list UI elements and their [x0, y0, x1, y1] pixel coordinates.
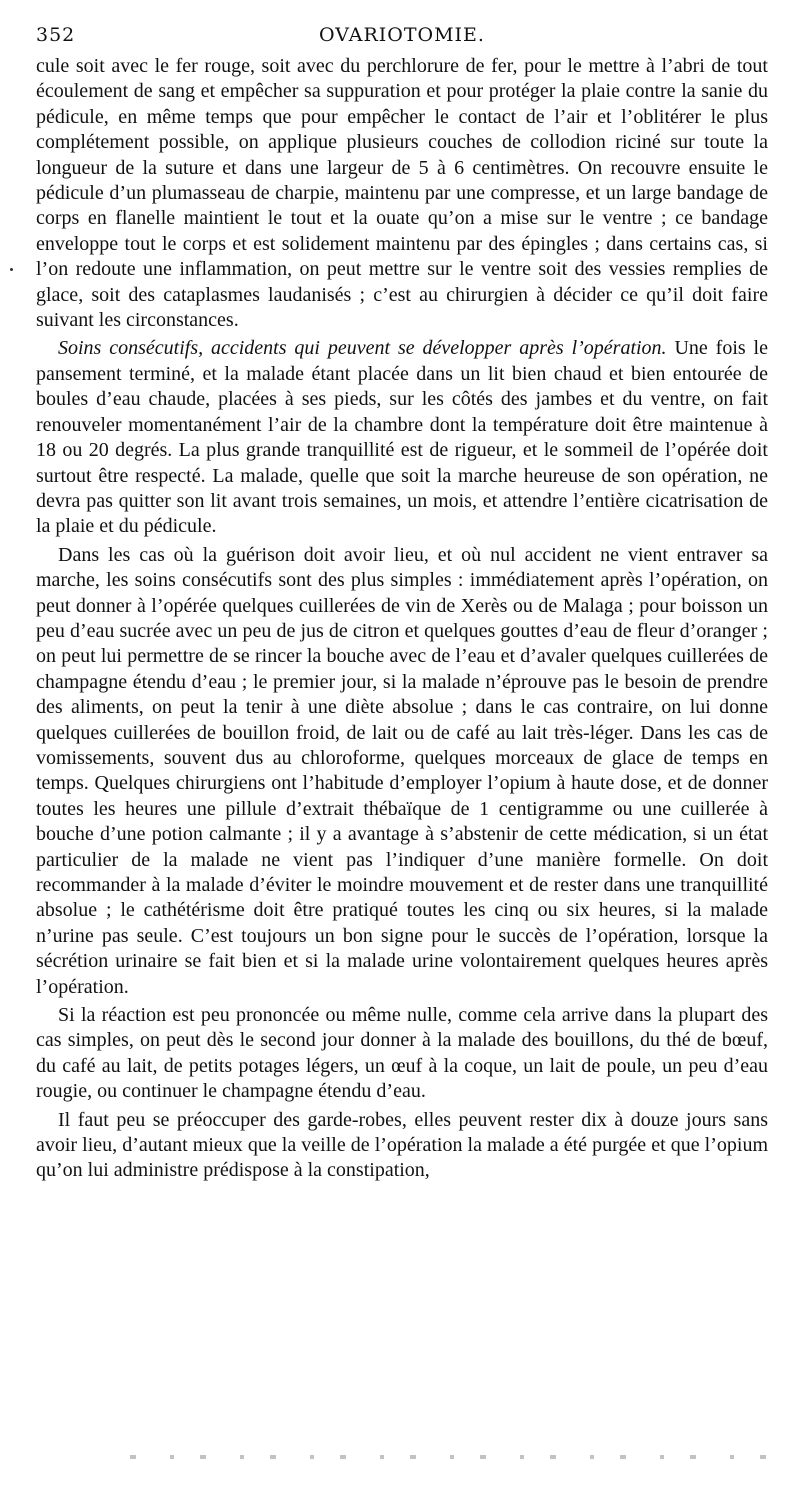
print-speck: [10, 268, 13, 271]
paragraph-text: cule soit avec le fer rouge, soit avec du perchlorure de fer, pour le mettre à l’abri de tout écoulement de sang et empêcher sa suppuration et pour protéger la plaie contre la sanie du pédicule, en même temps que pour empêcher le contact de l’air et l’oblitérer le plus complétement possible, on applique plusieurs couches de collodion riciné sur toute la longueur de la suture et dans une largeur de 5 à 6 centimètres. On recouvre ensuite le pédicule d’un plumasseau de charpie, maintenu par une compresse, et un large bandage de corps en flanelle maintient le tout et la ouate qu’on a mise sur le ventre ; ce bandage enveloppe tout le corps et est solidement maintenu par des épingles ; dans certains cas, si l’on redoute une inflammation, on peut mettre sur le ventre soit des vessies remplies de glace, soit des cataplasmes laudanisés ; c’est au chirurgien à décider ce qu’il doit faire suivant les circonstances.: [36, 55, 768, 332]
paragraph-text: Une fois le pansement terminé, et la malade étant placée dans un lit bien chaud et bien entourée de boules d’eau chaude, placées à ses pieds, sur les côtés des jambes et du ventre, on fait renouveler momentanément l’air de la chambre dont la température doit être maintenue à 18 ou 20 degrés. La plus grande tranquillité est de rigueur, et le sommeil de l’opérée doit surtout être respecté. La malade, quelle que soit la marche heureuse de son opération, ne devra pas quitter son lit avant trois semaines, un mois, et attendre l’entière cicatrisation de la plaie et du pédicule.: [36, 337, 768, 538]
paragraph-garde-robes: [36, 1108, 768, 1184]
paragraph-guerison: [36, 543, 768, 1000]
paragraph-reaction: [36, 1003, 768, 1105]
paragraph-text: Il faut peu se préoccuper des garde-robes, elles peuvent rester dix à douze jours sans avoir lieu, d’autant mieux que la veille de l’opération la malade a été purgée et que l’opium qu’on lui administre prédispose à la constipation,: [36, 1108, 768, 1182]
section-lead: Soins consécutifs, accidents qui peuvent se développer après l’opération.: [58, 337, 667, 360]
paragraph-text: Si la réaction est peu prononcée ou même nulle, comme cela arrive dans la plupart des cas simples, on peut dès le second jour donner à la malade des bouillons, du thé de bœuf, du café au lait, de petits potages légers, un œuf à la coque, un lait de poule, un peu d’eau rougie, ou continuer le champagne étendu d’eau.: [36, 1004, 768, 1103]
paragraph-soins-consecutifs: [36, 336, 768, 539]
page-number: 352: [36, 24, 76, 46]
book-page: [36, 24, 768, 1184]
bleed-through-trace: [130, 1455, 770, 1459]
running-head: [36, 24, 768, 54]
running-title: OVARIOTOMIE.: [319, 24, 485, 46]
paragraph-continuation: [36, 54, 768, 333]
body-text: [36, 54, 768, 1184]
paragraph-text: Dans les cas où la guérison doit avoir lieu, et où nul accident ne vient entraver sa marche, les soins consécutifs sont des plus simples : immédiatement après l’opération, on peut donner à l’opérée quelques cuillerées de vin de Xerès ou de Malaga ; pour boisson un peu d’eau sucrée avec un peu de jus de citron et quelques gouttes d’eau de fleur d’oranger ; on peut lui permettre de se rincer la bouche avec de l’eau et d’avaler quelques cuillerées de champagne étendu d’eau ; le premier jour, si la malade n’éprouve pas le besoin de prendre des aliments, on peut la tenir à une diète absolue ; dans le cas contraire, on lui donne quelques cuillerées de bouillon froid, de lait ou de café au lait très-léger. Dans les cas de vomissements, souvent dus au chloroforme, quelques morceaux de glace de temps en temps. Quelques chirurgiens ont l’habitude d’employer l’opium à haute dose, et de donner toutes les heures une pillule d’extrait thébaïque de 1 centigramme ou une cuillerée à bouche d’une potion calmante ; il y a avantage à s’abstenir de cette médication, si un état particulier de la malade ne vient pas l’indiquer d’une manière formelle. On doit recommander à la malade d’éviter le moindre mouvement et de rester dans une tranquillité absolue ; le cathétérisme doit être pratiqué toutes les cinq ou six heures, si la malade n’urine pas seule. C’est toujours un bon signe pour le succès de l’opération, lorsque la sécrétion urinaire se fait bien et si la malade urine volontairement quelques heures après l’opération.: [36, 543, 768, 998]
